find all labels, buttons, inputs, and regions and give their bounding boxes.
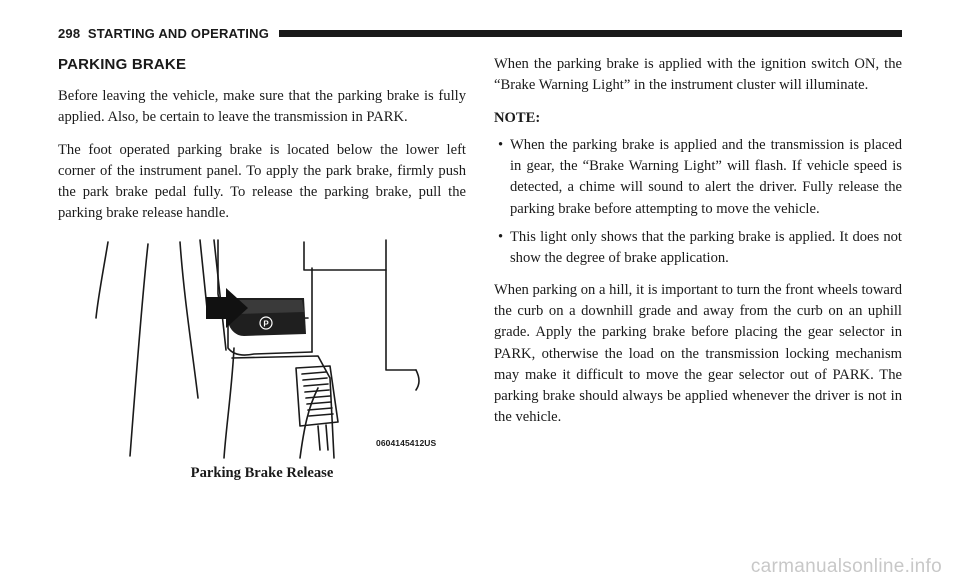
parking-brake-illustration bbox=[68, 238, 456, 460]
list-item-text: This light only shows that the parking brake is applied. It does not show the degree of brake application. bbox=[510, 229, 902, 267]
figure-caption: Parking Brake Release bbox=[190, 465, 334, 481]
section-title: STARTING AND OPERATING bbox=[87, 25, 270, 41]
bullet: • bbox=[498, 136, 504, 153]
bullet: • bbox=[498, 229, 504, 246]
header-title bbox=[58, 26, 279, 41]
parking-brake-figure bbox=[68, 238, 456, 460]
right-column bbox=[494, 54, 902, 440]
watermark: carmanualsonline.info bbox=[750, 556, 942, 577]
header-rule bbox=[279, 30, 902, 37]
paragraph: When parking on a hill, it is important to turn the front wheels toward the curb on a downhill grade and away from the curb on an uphill grade. Apply the parking brake before placing the gear selector in PARK, otherwise the load on the transmission locking mechanism may make it difficult to move the gear selector out of PARK. The parking brake should always be applied whenever the driver is not in the vehicle. bbox=[494, 281, 902, 426]
paragraph: When the parking brake is applied with the ignition switch ON, the “Brake Warning Light” in the instrument cluster will illuminate. bbox=[494, 56, 902, 94]
page-header bbox=[58, 24, 902, 42]
list-item bbox=[494, 135, 902, 220]
page-number: 298 bbox=[58, 25, 81, 41]
note-list bbox=[494, 135, 902, 270]
note-label: NOTE: bbox=[494, 109, 541, 126]
list-item bbox=[494, 227, 902, 270]
figure-code: 0604145412US bbox=[376, 438, 437, 448]
paragraph: The foot operated parking brake is located below the lower left corner of the instrument panel. To apply the park brake, firmly push the park brake pedal fully. To release the parking brake, pull the parking brake release handle. bbox=[58, 141, 466, 222]
paragraph: Before leaving the vehicle, make sure that the parking brake is fully applied. Also, be certain to leave the transmission in PARK. bbox=[58, 88, 466, 126]
section-heading: PARKING BRAKE bbox=[58, 56, 187, 73]
list-item-text: When the parking brake is applied and the transmission is placed in gear, the “Brake Warning Light” will flash. If vehicle speed is detected, a chime will sound to alert the driver. Fully release the parking brake before attempting to move the vehicle. bbox=[510, 136, 902, 217]
svg-text:P: P bbox=[263, 319, 269, 329]
left-column bbox=[58, 54, 466, 236]
